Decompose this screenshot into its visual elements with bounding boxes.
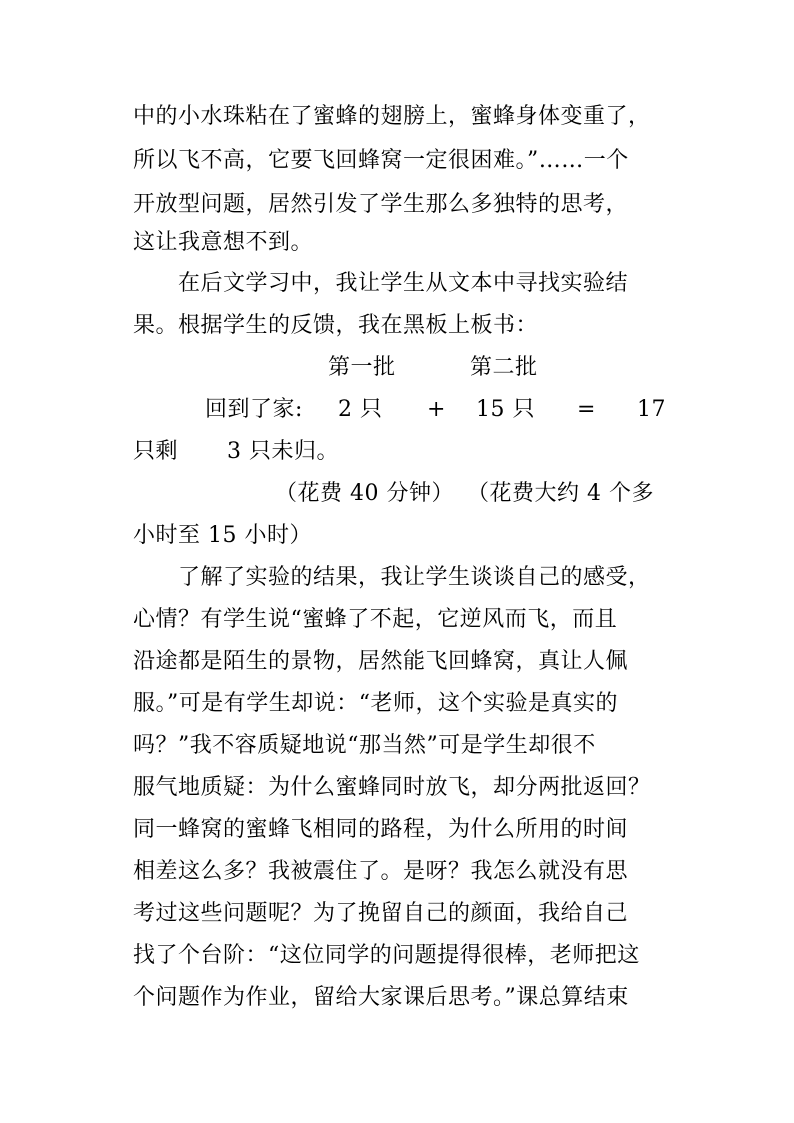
- text-line: 找了个台阶：“这位同学的问题提得很棒，老师把这: [133, 943, 640, 968]
- text-line: 心情？有学生说“蜜蜂了不起，它逆风而飞，而且: [133, 607, 618, 632]
- text-line: 吗？”我不容质疑地说“那当然”可是学生却很不: [133, 733, 596, 758]
- text-line: 开放型问题，居然引发了学生那么多独特的思考，: [133, 192, 629, 217]
- second-batch-header: 第二批: [470, 355, 538, 380]
- text-line: 所以飞不高，它要飞回蜂窝一定很困难。”……一个: [133, 148, 629, 173]
- blackboard-time-row: [133, 478, 663, 510]
- blackboard-count-row: [133, 394, 666, 426]
- plus-sign: +: [427, 397, 446, 422]
- text-line: 同一蜂窝的蜜蜂飞相同的路程，为什么所用的时间: [133, 817, 629, 842]
- text-line: 中的小水珠粘在了蜜蜂的翅膀上，蜜蜂身体变重了，: [133, 104, 651, 129]
- text-line: 个问题作为作业，留给大家课后思考。”课总算结束: [133, 985, 629, 1010]
- text-line: 服气地质疑：为什么蜜蜂同时放飞，却分两批返回？: [133, 775, 651, 800]
- text-line: 服。”可是有学生却说：“老师，这个实验是真实的: [133, 691, 618, 716]
- total-count-cont: 只剩: [133, 439, 179, 464]
- second-count: 15 只: [476, 397, 535, 422]
- first-count: 2 只: [338, 397, 383, 422]
- text-line: 沿途都是陌生的景物，居然能飞回蜂窝，真让人佩: [133, 649, 629, 674]
- blackboard-count-row-cont: [133, 436, 663, 468]
- first-batch-header: 第一批: [328, 355, 396, 380]
- row-label: 回到了家:: [205, 397, 303, 422]
- time-first: （花费 40 分钟）: [275, 481, 454, 506]
- text-line: 这让我意想不到。: [133, 230, 314, 255]
- not-returned: 3 只未归。: [227, 439, 339, 464]
- text-line: 小时至 15 小时）: [133, 523, 312, 548]
- blackboard-header-row: [133, 352, 663, 384]
- text-line: 相差这么多？我被震住了。是呀？我怎么就没有思: [133, 859, 629, 884]
- equals-sign: =: [577, 397, 596, 422]
- text-line: 在后文学习中，我让学生从文本中寻找实验结: [178, 271, 629, 296]
- text-line: 考过这些问题呢？为了挽留自己的颜面，我给自己: [133, 901, 629, 926]
- text-line: 了解了实验的结果，我让学生谈谈自己的感受，: [178, 565, 651, 590]
- total-count: 17: [637, 397, 666, 422]
- text-line: 果。根据学生的反馈，我在黑板上板书：: [133, 313, 539, 338]
- time-second: （花费大约 4 个多: [467, 481, 654, 506]
